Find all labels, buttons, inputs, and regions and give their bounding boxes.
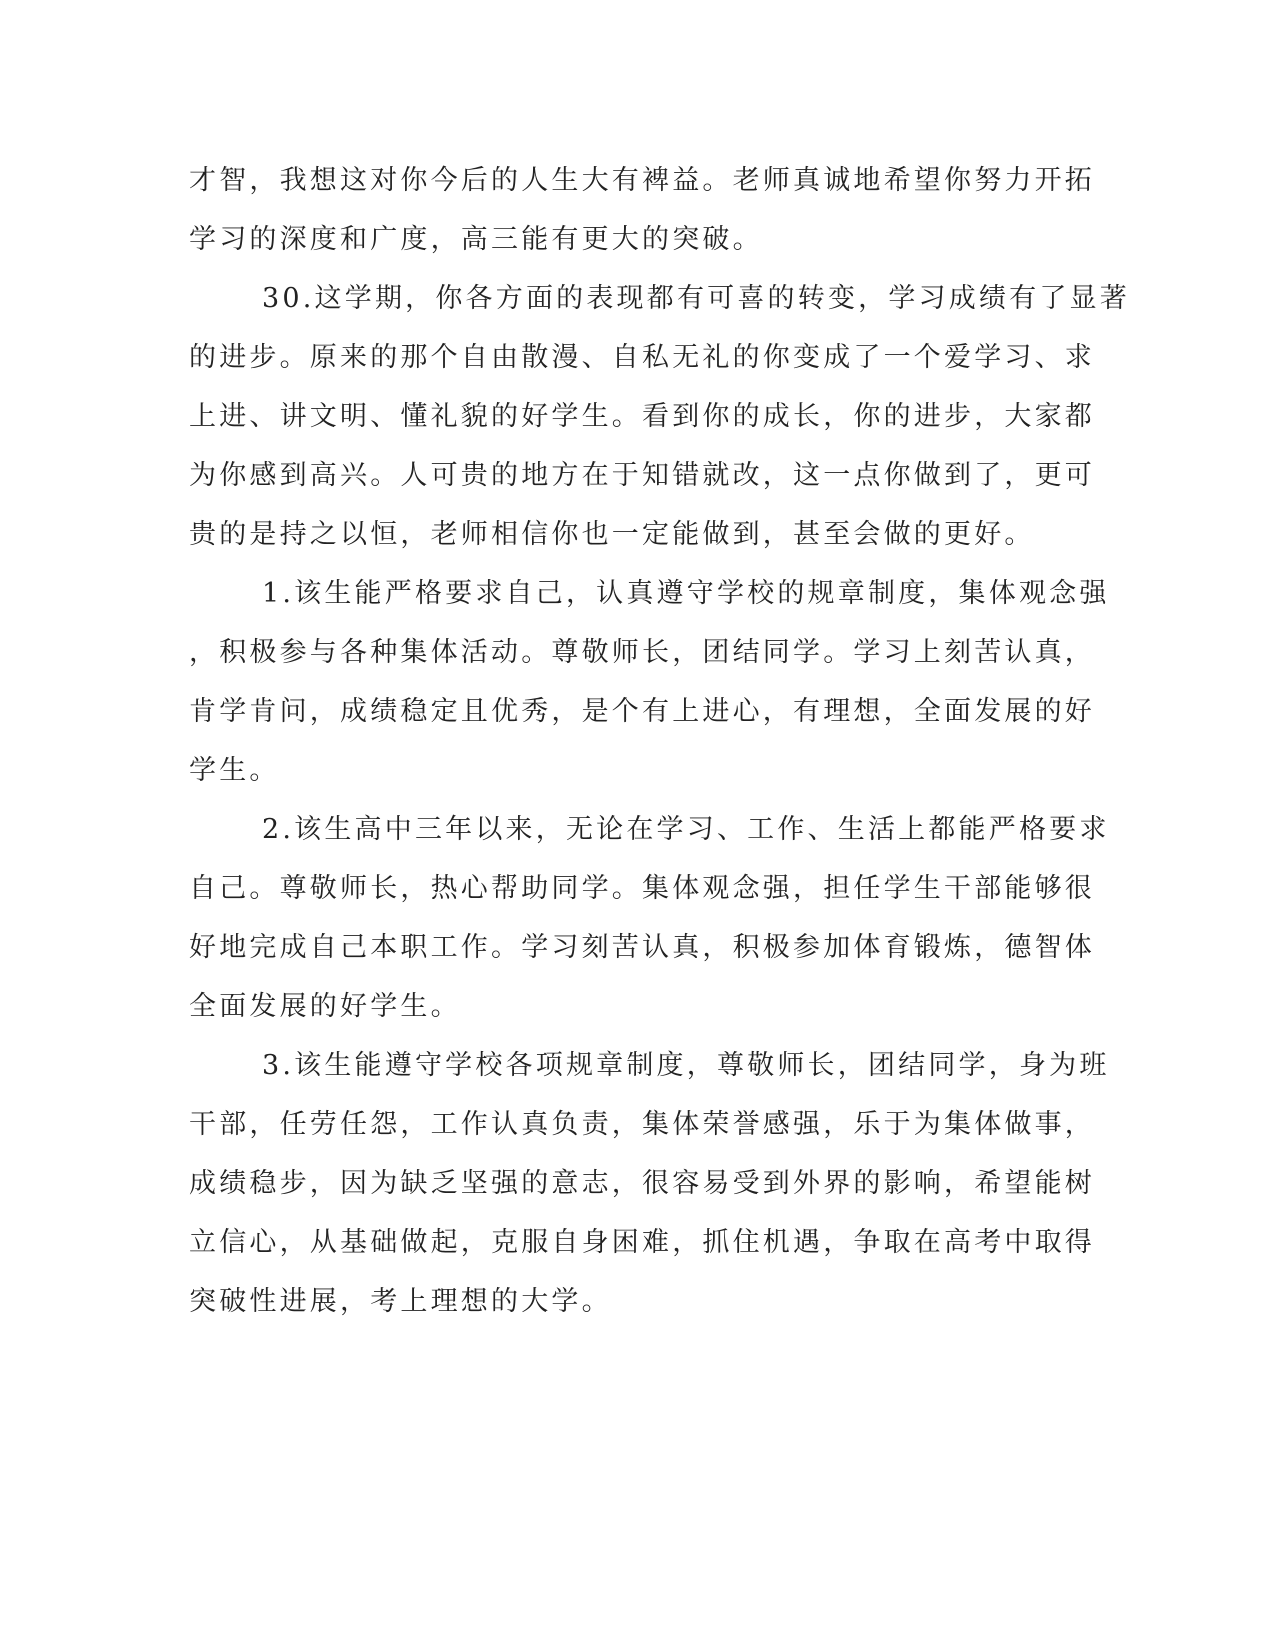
paragraph-line: 上进、讲文明、懂礼貌的好学生。看到你的成长，你的进步，大家都 xyxy=(189,401,1095,432)
paragraph-line: ，积极参与各种集体活动。尊敬师长，团结同学。学习上刻苦认真， xyxy=(189,637,1095,668)
paragraph-line: 成绩稳步，因为缺乏坚强的意志，很容易受到外界的影响，希望能树 xyxy=(189,1168,1095,1199)
paragraph-line: 1.该生能严格要求自己，认真遵守学校的规章制度，集体观念强 xyxy=(262,578,1110,609)
paragraph-line: 3.该生能遵守学校各项规章制度，尊敬师长，团结同学，身为班 xyxy=(262,1050,1110,1081)
paragraph-line: 学生。 xyxy=(189,755,280,786)
paragraph-line: 贵的是持之以恒，老师相信你也一定能做到，甚至会做的更好。 xyxy=(189,519,1035,550)
paragraph-line: 肯学肯问，成绩稳定且优秀，是个有上进心，有理想，全面发展的好 xyxy=(189,696,1095,727)
paragraph-line: 30.这学期，你各方面的表现都有可喜的转变，学习成绩有了显著 xyxy=(262,283,1130,314)
paragraph-line: 干部，任劳任怨，工作认真负责，集体荣誉感强，乐于为集体做事， xyxy=(189,1109,1095,1140)
paragraph-line: 2.该生高中三年以来，无论在学习、工作、生活上都能严格要求 xyxy=(262,814,1110,845)
paragraph-line: 的进步。原来的那个自由散漫、自私无礼的你变成了一个爱学习、求 xyxy=(189,342,1095,373)
paragraph-line: 突破性进展，考上理想的大学。 xyxy=(189,1286,612,1317)
paragraph-line: 全面发展的好学生。 xyxy=(189,991,461,1022)
paragraph-line: 为你感到高兴。人可贵的地方在于知错就改，这一点你做到了，更可 xyxy=(189,460,1095,491)
paragraph-line: 好地完成自己本职工作。学习刻苦认真，积极参加体育锻炼，德智体 xyxy=(189,932,1095,963)
paragraph-line: 立信心，从基础做起，克服自身困难，抓住机遇，争取在高考中取得 xyxy=(189,1227,1095,1258)
paragraph-line: 才智，我想这对你今后的人生大有裨益。老师真诚地希望你努力开拓 xyxy=(189,165,1095,196)
paragraph-line: 自己。尊敬师长，热心帮助同学。集体观念强，担任学生干部能够很 xyxy=(189,873,1095,904)
paragraph-line: 学习的深度和广度，高三能有更大的突破。 xyxy=(189,224,763,255)
